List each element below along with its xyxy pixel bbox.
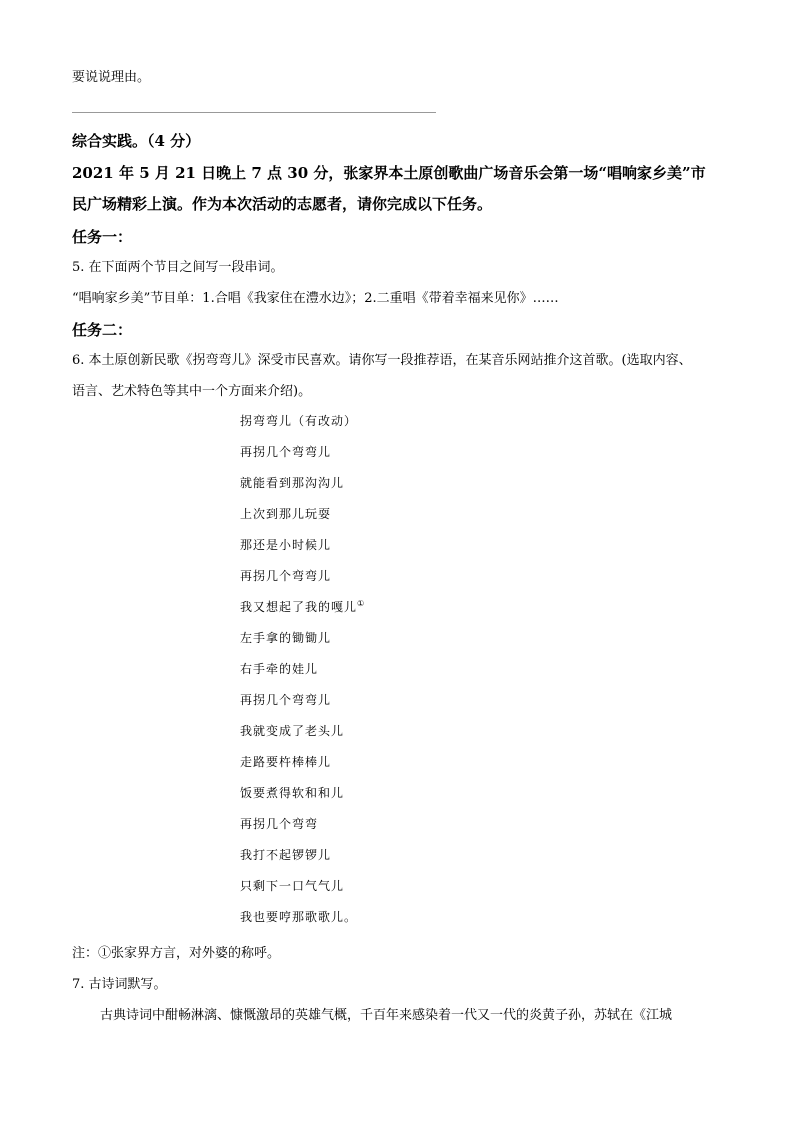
poem-line-with-footnote — [240, 598, 365, 615]
question-7-text: 古典诗词中酣畅淋漓、慷慨激昂的英雄气概，千百年来感染着一代又一代的炎黄子孙，苏轼在《江城 — [100, 1008, 673, 1023]
poem-line: 走路要杵棒棒儿 — [240, 755, 332, 769]
program-list: “唱响家乡美”节目单：1.合唱《我家住在澧水边》；2.二重唱《带着幸福来见你》…… — [72, 291, 559, 306]
question-6-line-1: 6. 本土原创新民歌《拐弯弯儿》深受市民喜欢。请你写一段推荐语，在某音乐网站推介这首歌。(选取内容、 — [72, 353, 692, 368]
poem-line: 只剩下一口气气儿 — [240, 879, 345, 893]
poem-line: 我打不起锣锣儿 — [240, 848, 332, 862]
section-title: 综合实践。（4 分） — [72, 132, 201, 150]
poem-line: 饭要煮得软和和儿 — [240, 786, 345, 800]
poem-line: 就能看到那沟沟儿 — [240, 476, 345, 490]
poem-line: 我又想起了我的嘎儿 — [240, 600, 358, 614]
task2-title: 任务二： — [72, 321, 133, 339]
poem-line: 拐弯弯儿（有改动） — [240, 414, 358, 428]
question-5: 5. 在下面两个节目之间写一段串词。 — [72, 260, 284, 275]
poem-line: 那还是小时候儿 — [240, 538, 332, 552]
poem-line: 我就变成了老头儿 — [240, 724, 345, 738]
footnote-mark: ① — [357, 599, 366, 608]
intro-line: 要说说理由。 — [72, 70, 151, 85]
task1-title: 任务一： — [72, 228, 133, 246]
context-line-2: 民广场精彩上演。作为本次活动的志愿者，请你完成以下任务。 — [72, 195, 493, 213]
question-7: 7. 古诗词默写。 — [72, 977, 167, 992]
poem-line: 再拐几个弯弯儿 — [240, 693, 332, 707]
poem-line: 上次到那儿玩耍 — [240, 507, 332, 521]
context-line-1: 2021 年 5 月 21 日晚上 7 点 30 分，张家界本土原创歌曲广场音乐会第一场“唱响家乡美”市 — [72, 164, 706, 182]
poem-line: 我也要哼那歌歌儿。 — [240, 910, 358, 924]
poem-line: 再拐几个弯弯儿 — [240, 569, 332, 583]
poem-line: 右手牵的娃儿 — [240, 662, 319, 676]
poem-line: 左手拿的锄锄儿 — [240, 631, 332, 645]
footnote: 注：①张家界方言，对外婆的称呼。 — [72, 946, 281, 961]
poem-line: 再拐几个弯弯 — [240, 817, 319, 831]
poem-line: 再拐几个弯弯儿 — [240, 445, 332, 459]
question-6-line-2: 语言、艺术特色等其中一个方面来介绍)。 — [72, 384, 312, 399]
divider-line — [72, 112, 436, 113]
